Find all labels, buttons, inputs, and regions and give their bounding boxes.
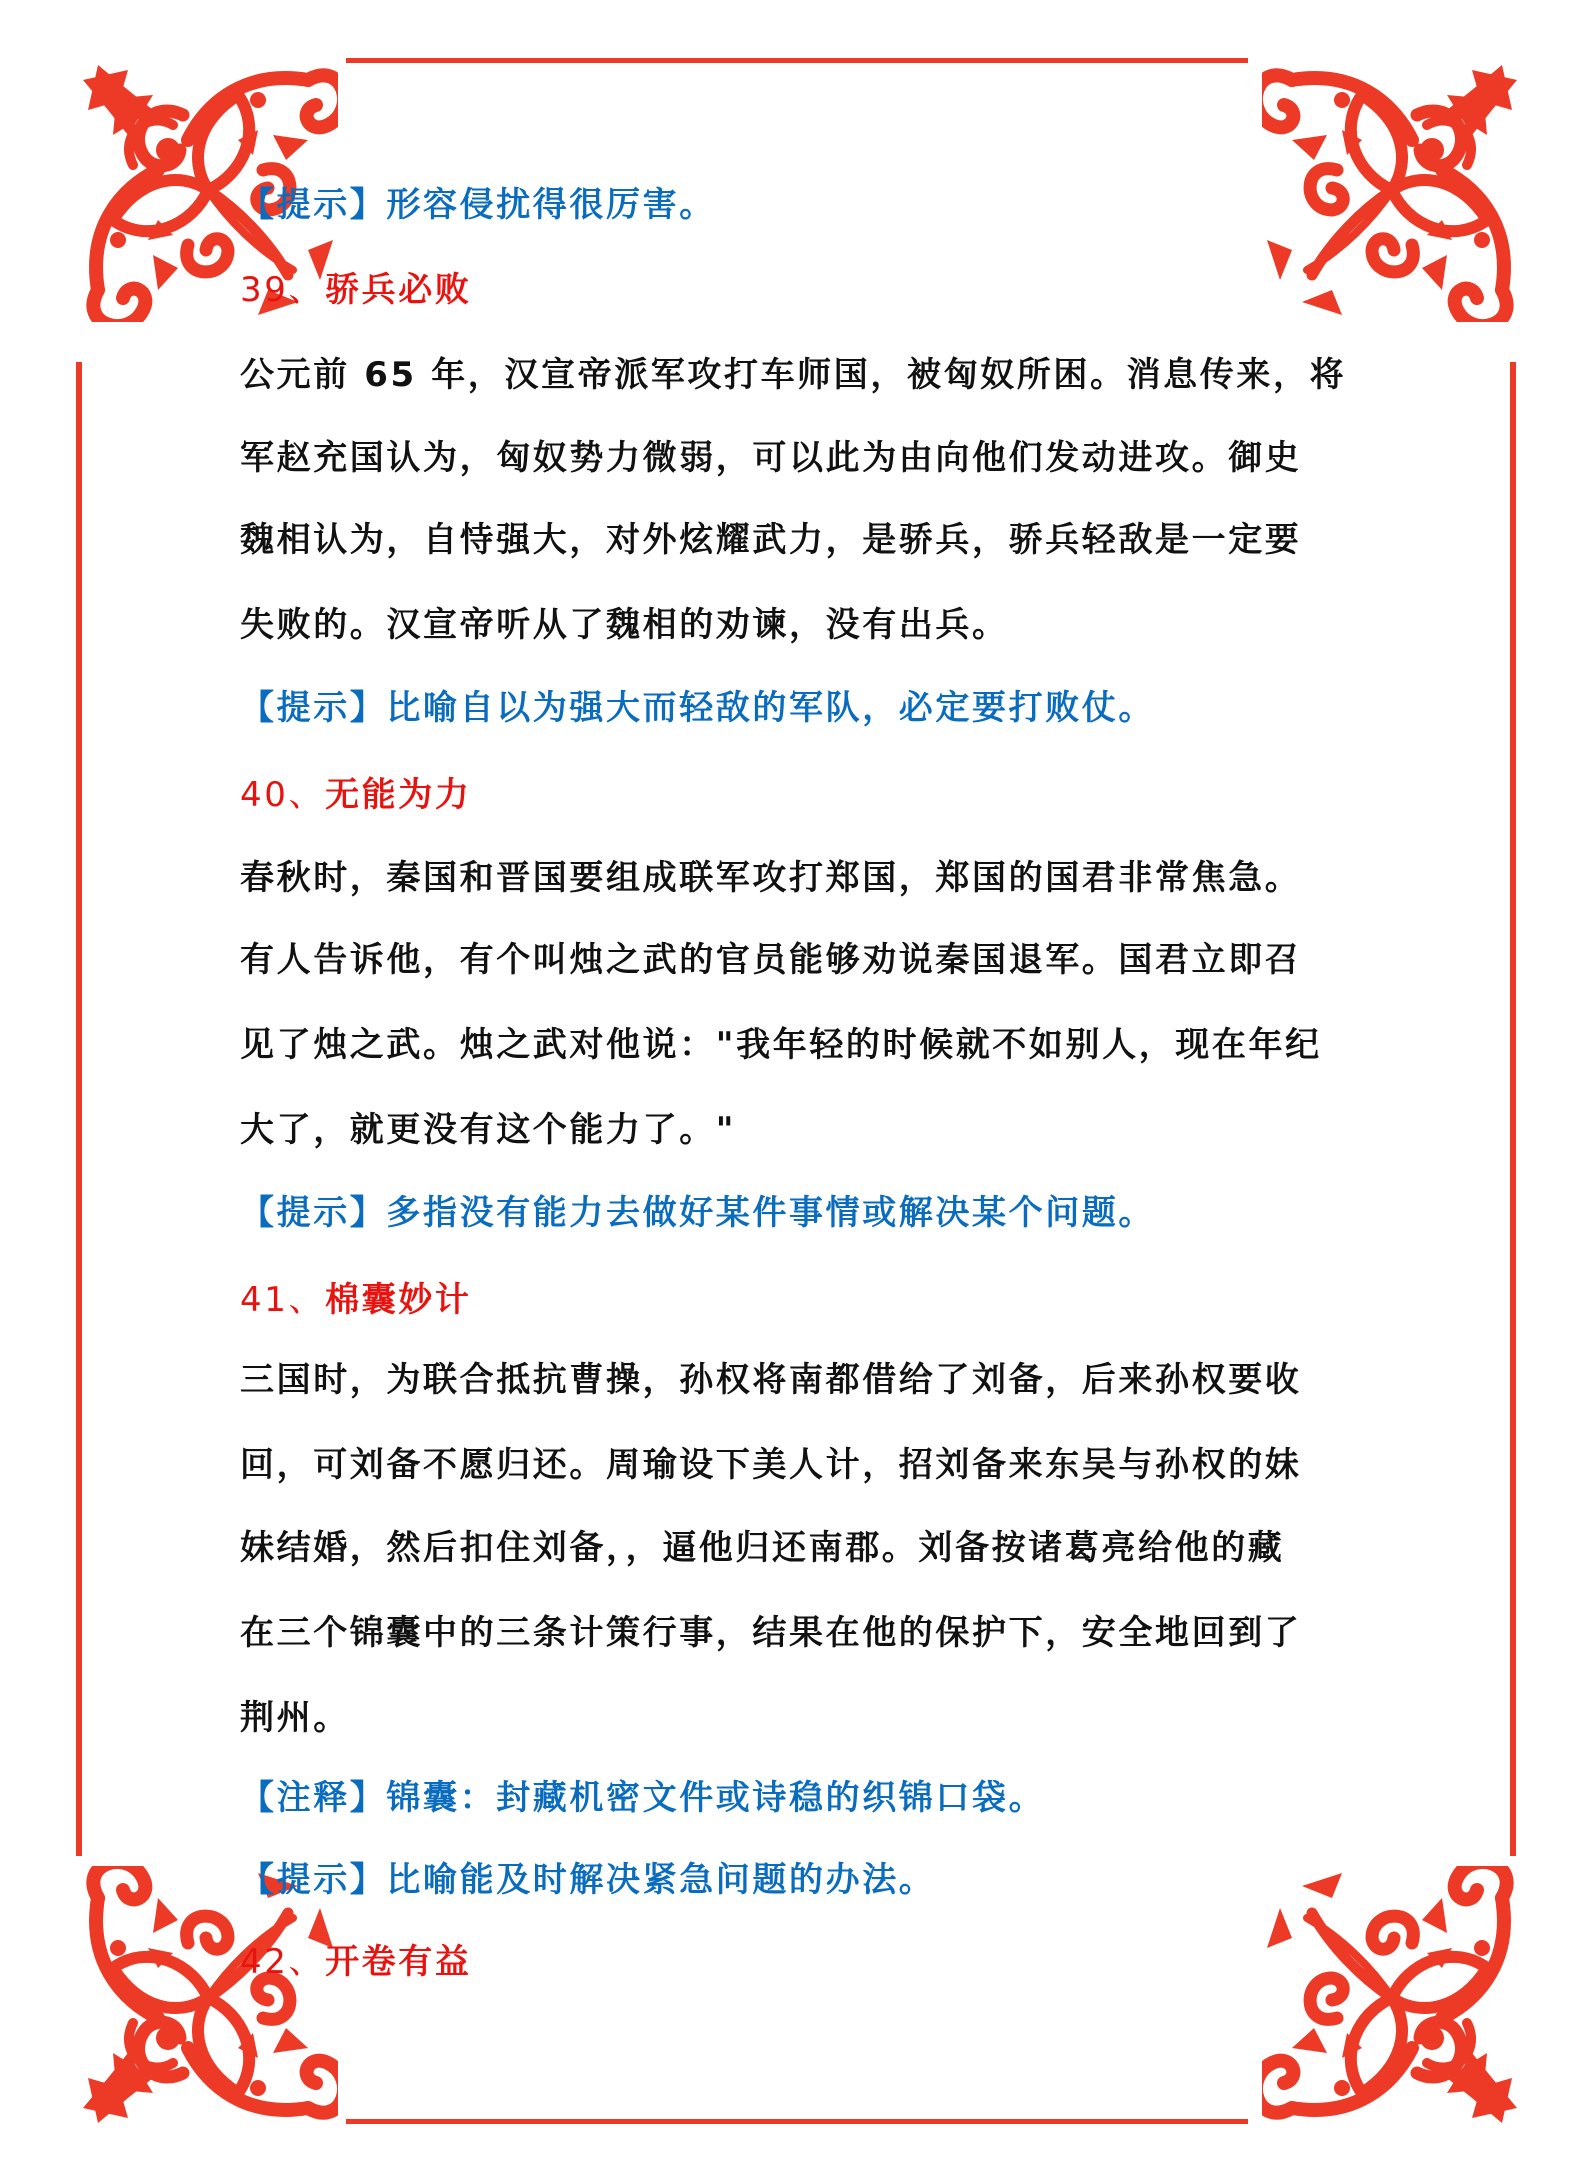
heading-42 (240, 1940, 471, 1984)
tip-41: 【提示】比喻能及时解决紧急问题的办法。 (240, 1860, 936, 1900)
heading-number: 40、 (240, 775, 326, 815)
paragraph-40-line-3: 见了烛之武。烛之武对他说："我年轻的时候就不如别人，现在年纪 (240, 1025, 1322, 1065)
heading-number: 41、 (240, 1280, 326, 1320)
corner-ornament-bottom-left (58, 1866, 338, 2148)
paragraph-40-line-2: 有人告诉他，有个叫烛之武的官员能够劝说秦国退军。国君立即召 (240, 940, 1302, 980)
paragraph-39-line-1: 公元前 65 年，汉宣帝派军攻打车师国，被匈奴所困。消息传来，将 (240, 355, 1347, 395)
tip-39-prev: 【提示】形容侵扰得很厉害。 (240, 185, 716, 225)
heading-title: 开卷有益 (325, 1942, 472, 1982)
frame-left-line (76, 362, 82, 1856)
frame-bottom-line (346, 2119, 1248, 2124)
paragraph-41-line-4: 在三个锦囊中的三条计策行事，结果在他的保护下，安全地回到了 (240, 1613, 1302, 1653)
heading-number: 39、 (240, 270, 326, 310)
paragraph-41-line-2: 回，可刘备不愿归还。周瑜设下美人计，招刘备来东吴与孙权的妹 (240, 1445, 1302, 1485)
heading-number: 42、 (240, 1942, 326, 1982)
frame-top-line (346, 58, 1248, 63)
heading-39 (240, 268, 471, 312)
corner-ornament-top-right (1262, 40, 1542, 322)
paragraph-41-line-1: 三国时，为联合抵抗曹操，孙权将南都借给了刘备，后来孙权要收 (240, 1360, 1302, 1400)
heading-41 (240, 1278, 471, 1322)
paragraph-41-line-3: 妹结婚，然后扣住刘备，，逼他归还南郡。刘备按诸葛亮给他的藏 (240, 1528, 1285, 1568)
tip-39: 【提示】比喻自以为强大而轻敌的军队，必定要打败仗。 (240, 688, 1155, 728)
tip-40: 【提示】多指没有能力去做好某件事情或解决某个问题。 (240, 1193, 1155, 1233)
note-41: 【注释】锦囊：封藏机密文件或诗稳的织锦口袋。 (240, 1778, 1046, 1818)
paragraph-39-line-3: 魏相认为，自恃强大，对外炫耀武力，是骄兵，骄兵轻敌是一定要 (240, 520, 1302, 560)
paragraph-39-line-4: 失败的。汉宣帝听从了魏相的劝谏，没有出兵。 (240, 605, 1009, 645)
heading-title: 棉囊妙计 (325, 1280, 472, 1320)
heading-40 (240, 773, 471, 817)
paragraph-40-line-4: 大了，就更没有这个能力了。" (240, 1110, 737, 1150)
paragraph-40-line-1: 春秋时，秦国和晋国要组成联军攻打郑国，郑国的国君非常焦急。 (240, 858, 1302, 898)
corner-ornament-bottom-right (1262, 1866, 1542, 2148)
paragraph-41-line-5: 荆州。 (240, 1698, 350, 1738)
heading-title: 无能为力 (325, 775, 472, 815)
frame-right-line (1510, 362, 1516, 1856)
paragraph-39-line-2: 军赵充国认为，匈奴势力微弱，可以此为由向他们发动进攻。御史 (240, 438, 1302, 478)
heading-title: 骄兵必败 (325, 270, 472, 310)
